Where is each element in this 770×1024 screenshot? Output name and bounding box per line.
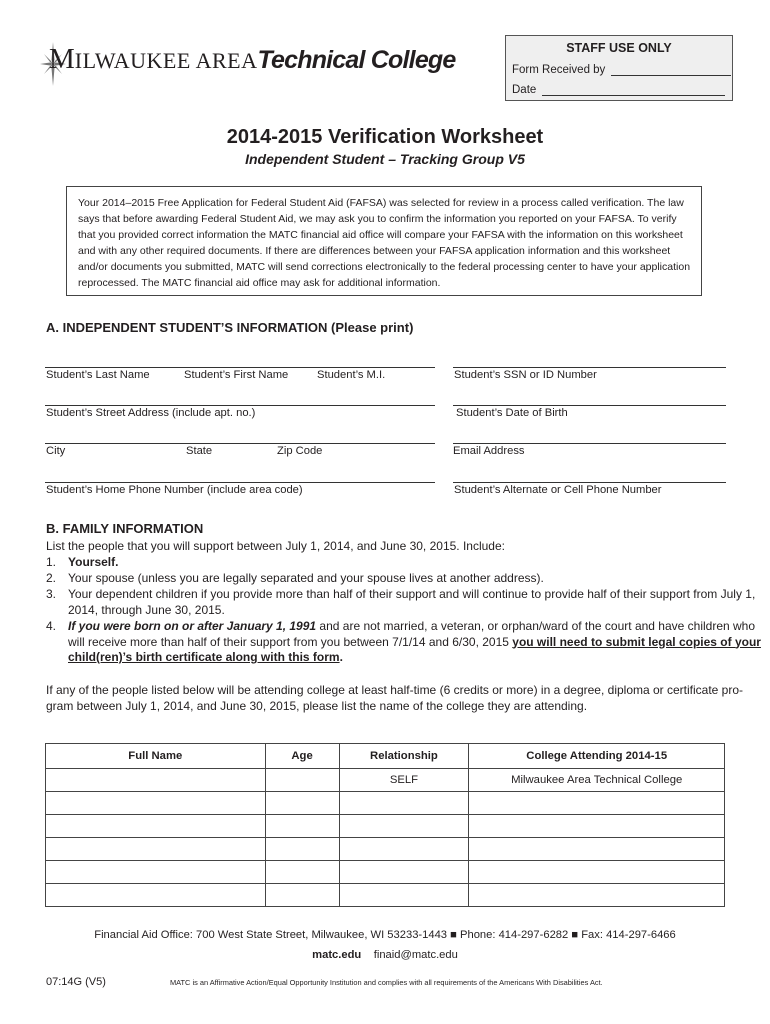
logo-wordmark <box>49 43 456 76</box>
college-cell[interactable] <box>469 884 725 907</box>
form-received-label: Form Received by <box>512 64 606 76</box>
full-name-cell[interactable] <box>46 861 266 884</box>
alt-phone-label: Student’s Alternate or Cell Phone Number <box>454 484 662 496</box>
full-name-cell[interactable] <box>46 815 266 838</box>
family-table <box>45 743 725 907</box>
list-text <box>68 635 761 651</box>
list-item <box>46 587 756 619</box>
home-phone-field-line[interactable] <box>45 482 435 483</box>
list-text-plain: will receive more than half of their support from you between 7/1/14 and 6/30, 2015 <box>68 634 513 649</box>
city-field-line[interactable] <box>45 443 435 444</box>
dob-label: Student’s Date of Birth <box>456 407 568 419</box>
table-header-row <box>46 744 725 769</box>
table-row <box>46 769 725 792</box>
full-name-cell[interactable] <box>46 769 266 792</box>
list-text: Yourself. <box>68 555 119 569</box>
age-cell[interactable] <box>265 861 339 884</box>
list-text <box>68 619 755 635</box>
alt-phone-field-line[interactable] <box>453 482 726 483</box>
ssn-field-line[interactable] <box>453 367 726 368</box>
birth-certificate-text: child(ren)’s birth certificate along with this form <box>68 650 340 664</box>
logo-milwaukee-area: ILWAUKEE AREA <box>74 48 258 73</box>
footer-address: Financial Aid Office: 700 West State Street, Milwaukee, WI 53233-1443 ■ Phone: 414-297-6282 ■ Fax: 414-297-6466 <box>94 929 676 941</box>
state-label: State <box>186 445 213 457</box>
relationship-cell[interactable] <box>339 884 469 907</box>
header-relationship: Relationship <box>339 744 469 769</box>
college-cell[interactable] <box>469 838 725 861</box>
list-number: 3. <box>46 587 57 601</box>
form-code: 07:14G (V5) <box>46 976 106 988</box>
list-text <box>68 650 343 666</box>
list-item <box>46 555 736 571</box>
form-received-field[interactable] <box>611 65 731 76</box>
period: . <box>339 650 343 664</box>
first-name-label: Student’s First Name <box>184 369 289 381</box>
section-b-heading: B. FAMILY INFORMATION <box>46 521 204 536</box>
legal-copies-text: you will need to submit legal copies of your <box>512 634 761 649</box>
ssn-label: Student’s SSN or ID Number <box>454 369 597 381</box>
logo-technical-college: Technical College <box>257 46 456 74</box>
table-row <box>46 884 725 907</box>
city-label: City <box>46 445 66 457</box>
born-after-text: If you were born on or after January 1, 1991 <box>68 619 317 633</box>
age-cell[interactable] <box>265 769 339 792</box>
full-name-cell[interactable] <box>46 884 266 907</box>
last-name-label: Student’s Last Name <box>46 369 150 381</box>
form-received-row <box>512 64 731 76</box>
intro-box: Your 2014–2015 Free Application for Federal Student Aid (FAFSA) was selected for review in a process called verification. The law says that before awarding Federal Student Aid, we may ask you to confirm the information you reported on your FAFSA. To verify that you provided correct information the MATC financial aid office will compare your FAFSA with the information on this worksheet and with any other required documents. If there are differences between your FAFSA application information and this worksheet and/or documents you submitted, MATC will send corrections electronically to the federal processing center to have your application reprocessed. The MATC financial aid office may ask for additional information. <box>66 186 702 296</box>
relationship-cell[interactable] <box>339 861 469 884</box>
header-full-name: Full Name <box>46 744 266 769</box>
college-cell[interactable] <box>469 861 725 884</box>
street-label: Student’s Street Address (include apt. no.) <box>46 407 256 419</box>
date-field[interactable] <box>542 85 725 96</box>
list-number: 2. <box>46 571 57 585</box>
college-cell[interactable] <box>469 815 725 838</box>
table-row <box>46 838 725 861</box>
email-link[interactable]: finaid@matc.edu <box>373 949 458 961</box>
staff-use-box <box>505 35 733 101</box>
mi-label: Student’s M.I. <box>317 369 386 381</box>
header-age: Age <box>265 744 339 769</box>
zip-label: Zip Code <box>277 445 323 457</box>
email-field-line[interactable] <box>453 443 726 444</box>
list-text: 2014, through June 30, 2015. <box>68 602 225 617</box>
list-item <box>46 571 736 587</box>
name-field-line[interactable] <box>45 367 435 368</box>
relationship-cell[interactable] <box>339 815 469 838</box>
college-instructions-1: If any of the people listed below will be attending college at least half-time (6 credits or more) in a degree, diploma or certificate pro- <box>46 683 744 697</box>
list-text-rest: and are not married, a veteran, or orphan/ward of the court and have children who <box>316 619 756 633</box>
staff-use-title: STAFF USE ONLY <box>566 41 672 55</box>
header-college: College Attending 2014-15 <box>469 744 725 769</box>
table-row <box>46 792 725 815</box>
logo-m: M <box>49 43 75 75</box>
age-cell[interactable] <box>265 838 339 861</box>
home-phone-label: Student’s Home Phone Number (include area code) <box>46 484 303 496</box>
footer-contact <box>0 949 770 961</box>
college-instructions-2: gram between July 1, 2014, and June 30, 2015, please list the name of the college they are attending. <box>46 699 588 713</box>
section-a-heading: A. INDEPENDENT STUDENT’S INFORMATION (Please print) <box>46 320 414 335</box>
dob-field-line[interactable] <box>453 405 726 406</box>
full-name-cell[interactable] <box>46 838 266 861</box>
date-label: Date <box>512 84 537 96</box>
list-text: Your dependent children if you provide more than half of their support and will continue to provide half of their support from July 1, <box>68 587 756 601</box>
list-number: 4. <box>46 619 57 633</box>
eeo-statement: MATC is an Affirmative Action/Equal Opportunity Institution and complies with all requirements of the Americans With Disabilities Act. <box>170 978 603 987</box>
street-field-line[interactable] <box>45 405 435 406</box>
age-cell[interactable] <box>265 884 339 907</box>
relationship-cell[interactable]: SELF <box>339 769 469 792</box>
family-intro: List the people that you will support between July 1, 2014, and June 30, 2015. Include: <box>46 539 505 553</box>
full-name-cell[interactable] <box>46 792 266 815</box>
age-cell[interactable] <box>265 792 339 815</box>
table-row <box>46 861 725 884</box>
email-label: Email Address <box>453 445 525 457</box>
page-title: 2014-2015 Verification Worksheet <box>226 126 544 148</box>
relationship-cell[interactable] <box>339 838 469 861</box>
list-item <box>46 619 761 667</box>
list-number: 1. <box>46 555 57 569</box>
page-subtitle: Independent Student – Tracking Group V5 <box>245 151 525 167</box>
college-cell[interactable] <box>469 792 725 815</box>
website-link[interactable]: matc.edu <box>312 949 362 961</box>
date-row <box>512 84 725 96</box>
table-row <box>46 815 725 838</box>
college-cell[interactable]: Milwaukee Area Technical College <box>469 769 725 792</box>
age-cell[interactable] <box>265 815 339 838</box>
list-text: Your spouse (unless you are legally separated and your spouse lives at another address). <box>68 571 544 585</box>
relationship-cell[interactable] <box>339 792 469 815</box>
